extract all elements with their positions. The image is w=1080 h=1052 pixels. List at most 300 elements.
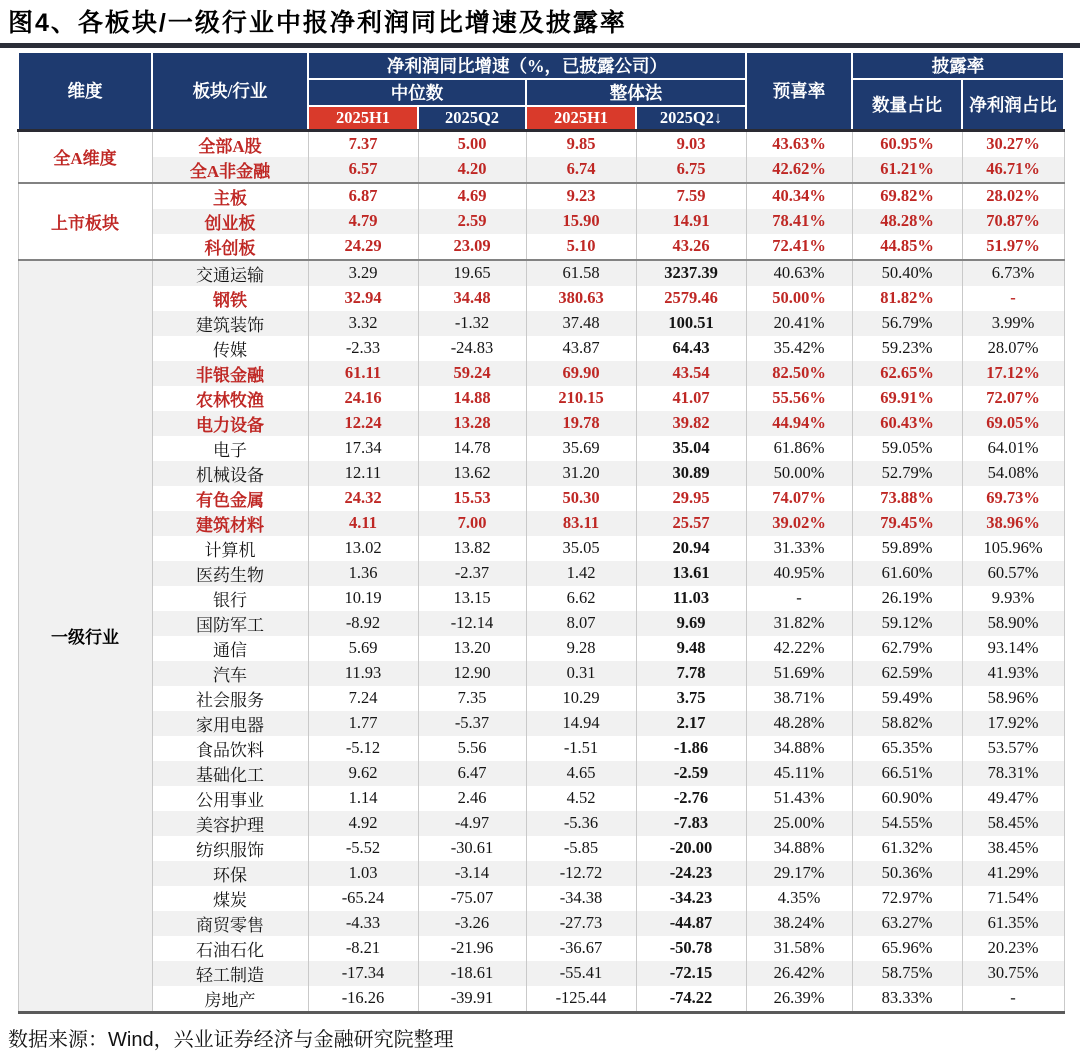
median-2025q2: 59.24 <box>418 361 526 386</box>
table-row <box>18 461 1064 486</box>
overall-2025h1: -55.41 <box>526 961 636 986</box>
overall-2025h1: 83.11 <box>526 511 636 536</box>
median-2025q2: -75.07 <box>418 886 526 911</box>
median-2025q2: -1.32 <box>418 311 526 336</box>
sector-name: 交通运输 <box>152 260 308 286</box>
disclosure-profit-ratio: 30.27% <box>962 130 1064 157</box>
median-2025q2: 4.20 <box>418 157 526 183</box>
disclosure-count-ratio: 65.35% <box>852 736 962 761</box>
overall-2025q2: 25.57 <box>636 511 746 536</box>
table-body <box>18 130 1064 1012</box>
overall-2025h1: 50.30 <box>526 486 636 511</box>
median-2025h1: 5.69 <box>308 636 418 661</box>
median-2025q2: 14.88 <box>418 386 526 411</box>
median-2025q2: -3.14 <box>418 861 526 886</box>
table-row <box>18 386 1064 411</box>
table-row <box>18 761 1064 786</box>
median-2025q2: -3.26 <box>418 911 526 936</box>
forecast-positive-rate: - <box>746 586 852 611</box>
overall-2025q2: 7.59 <box>636 183 746 209</box>
forecast-positive-rate: 74.07% <box>746 486 852 511</box>
overall-2025q2: -34.23 <box>636 886 746 911</box>
table-row <box>18 636 1064 661</box>
forecast-positive-rate: 31.82% <box>746 611 852 636</box>
forecast-positive-rate: 29.17% <box>746 861 852 886</box>
median-2025h1: -8.21 <box>308 936 418 961</box>
median-2025h1: -2.33 <box>308 336 418 361</box>
disclosure-profit-ratio: 38.96% <box>962 511 1064 536</box>
median-2025h1: 24.16 <box>308 386 418 411</box>
overall-2025q2: -2.76 <box>636 786 746 811</box>
disclosure-count-ratio: 59.12% <box>852 611 962 636</box>
disclosure-profit-ratio: 53.57% <box>962 736 1064 761</box>
overall-2025h1: 35.69 <box>526 436 636 461</box>
forecast-positive-rate: 50.00% <box>746 286 852 311</box>
median-2025q2: 23.09 <box>418 234 526 260</box>
disclosure-count-ratio: 61.32% <box>852 836 962 861</box>
overall-2025h1: 69.90 <box>526 361 636 386</box>
disclosure-count-ratio: 69.91% <box>852 386 962 411</box>
disclosure-count-ratio: 61.21% <box>852 157 962 183</box>
sector-name: 环保 <box>152 861 308 886</box>
overall-2025h1: 9.85 <box>526 130 636 157</box>
title-divider <box>0 43 1080 48</box>
median-2025h1: -5.52 <box>308 836 418 861</box>
table-row <box>18 209 1064 234</box>
table-row <box>18 536 1064 561</box>
disclosure-profit-ratio: 41.93% <box>962 661 1064 686</box>
overall-2025h1: -1.51 <box>526 736 636 761</box>
median-2025h1: 24.32 <box>308 486 418 511</box>
table-row <box>18 811 1064 836</box>
header-growth-group: 净利润同比增速（%，已披露公司） <box>308 52 746 79</box>
median-2025q2: -5.37 <box>418 711 526 736</box>
sector-name: 钢铁 <box>152 286 308 311</box>
disclosure-profit-ratio: 28.07% <box>962 336 1064 361</box>
disclosure-profit-ratio: 46.71% <box>962 157 1064 183</box>
forecast-positive-rate: 82.50% <box>746 361 852 386</box>
sector-name: 商贸零售 <box>152 911 308 936</box>
median-2025q2: -2.37 <box>418 561 526 586</box>
median-2025q2: 13.28 <box>418 411 526 436</box>
sector-name: 银行 <box>152 586 308 611</box>
disclosure-profit-ratio: 49.47% <box>962 786 1064 811</box>
disclosure-profit-ratio: 6.73% <box>962 260 1064 286</box>
median-2025h1: 7.37 <box>308 130 418 157</box>
forecast-positive-rate: 45.11% <box>746 761 852 786</box>
forecast-positive-rate: 26.42% <box>746 961 852 986</box>
forecast-positive-rate: 39.02% <box>746 511 852 536</box>
median-2025q2: 6.47 <box>418 761 526 786</box>
median-2025h1: -16.26 <box>308 986 418 1013</box>
median-2025h1: 1.03 <box>308 861 418 886</box>
overall-2025q2: 6.75 <box>636 157 746 183</box>
overall-2025h1: 10.29 <box>526 686 636 711</box>
table-row <box>18 661 1064 686</box>
disclosure-profit-ratio: 3.99% <box>962 311 1064 336</box>
header-dimension: 维度 <box>18 52 152 130</box>
overall-2025q2: -2.59 <box>636 761 746 786</box>
table-row <box>18 861 1064 886</box>
header-overall-2025q2-sorted: 2025Q2↓ <box>636 106 746 130</box>
header-sector: 板块/行业 <box>152 52 308 130</box>
header-profit-ratio: 净利润占比 <box>962 79 1064 130</box>
header-disclosure-group: 披露率 <box>852 52 1064 79</box>
median-2025q2: 2.59 <box>418 209 526 234</box>
sector-name: 有色金属 <box>152 486 308 511</box>
median-2025h1: 4.11 <box>308 511 418 536</box>
table-row <box>18 561 1064 586</box>
overall-2025q2: 43.26 <box>636 234 746 260</box>
median-2025q2: -18.61 <box>418 961 526 986</box>
median-2025h1: -65.24 <box>308 886 418 911</box>
sector-name: 食品饮料 <box>152 736 308 761</box>
forecast-positive-rate: 61.86% <box>746 436 852 461</box>
overall-2025h1: 210.15 <box>526 386 636 411</box>
forecast-positive-rate: 48.28% <box>746 711 852 736</box>
median-2025q2: 13.15 <box>418 586 526 611</box>
overall-2025h1: 14.94 <box>526 711 636 736</box>
median-2025h1: 1.36 <box>308 561 418 586</box>
median-2025q2: -12.14 <box>418 611 526 636</box>
sector-name: 国防军工 <box>152 611 308 636</box>
sector-name: 公用事业 <box>152 786 308 811</box>
disclosure-count-ratio: 60.43% <box>852 411 962 436</box>
overall-2025h1: 9.23 <box>526 183 636 209</box>
median-2025h1: 13.02 <box>308 536 418 561</box>
disclosure-count-ratio: 62.65% <box>852 361 962 386</box>
sector-name: 房地产 <box>152 986 308 1013</box>
overall-2025q2: 29.95 <box>636 486 746 511</box>
disclosure-count-ratio: 60.95% <box>852 130 962 157</box>
forecast-positive-rate: 51.69% <box>746 661 852 686</box>
sector-name: 轻工制造 <box>152 961 308 986</box>
sector-name: 计算机 <box>152 536 308 561</box>
table-row <box>18 361 1064 386</box>
overall-2025q2: 13.61 <box>636 561 746 586</box>
overall-2025h1: 4.52 <box>526 786 636 811</box>
median-2025q2: 13.20 <box>418 636 526 661</box>
sector-name: 建筑装饰 <box>152 311 308 336</box>
dimension-label: 一级行业 <box>18 260 152 1013</box>
median-2025h1: 32.94 <box>308 286 418 311</box>
table-row <box>18 511 1064 536</box>
table-row <box>18 961 1064 986</box>
overall-2025q2: 30.89 <box>636 461 746 486</box>
forecast-positive-rate: 34.88% <box>746 736 852 761</box>
median-2025q2: 5.00 <box>418 130 526 157</box>
overall-2025h1: 6.62 <box>526 586 636 611</box>
table-row <box>18 157 1064 183</box>
disclosure-profit-ratio: 58.96% <box>962 686 1064 711</box>
table-row <box>18 183 1064 209</box>
median-2025h1: 7.24 <box>308 686 418 711</box>
forecast-positive-rate: 26.39% <box>746 986 852 1013</box>
disclosure-profit-ratio: 69.73% <box>962 486 1064 511</box>
disclosure-count-ratio: 72.97% <box>852 886 962 911</box>
disclosure-profit-ratio: 105.96% <box>962 536 1064 561</box>
sector-name: 建筑材料 <box>152 511 308 536</box>
disclosure-profit-ratio: 64.01% <box>962 436 1064 461</box>
table-row <box>18 611 1064 636</box>
sector-name: 电力设备 <box>152 411 308 436</box>
disclosure-profit-ratio: 71.54% <box>962 886 1064 911</box>
disclosure-profit-ratio: 61.35% <box>962 911 1064 936</box>
overall-2025q2: 14.91 <box>636 209 746 234</box>
disclosure-count-ratio: 79.45% <box>852 511 962 536</box>
header-count-ratio: 数量占比 <box>852 79 962 130</box>
median-2025h1: 6.57 <box>308 157 418 183</box>
forecast-positive-rate: 25.00% <box>746 811 852 836</box>
disclosure-count-ratio: 62.59% <box>852 661 962 686</box>
overall-2025h1: -5.85 <box>526 836 636 861</box>
table-row <box>18 911 1064 936</box>
header-median-2025q2: 2025Q2 <box>418 106 526 130</box>
median-2025q2: -21.96 <box>418 936 526 961</box>
overall-2025q2: 11.03 <box>636 586 746 611</box>
data-table <box>17 51 1065 1014</box>
median-2025q2: 13.62 <box>418 461 526 486</box>
table-row <box>18 486 1064 511</box>
median-2025h1: 1.77 <box>308 711 418 736</box>
overall-2025q2: -44.87 <box>636 911 746 936</box>
sector-name: 家用电器 <box>152 711 308 736</box>
disclosure-profit-ratio: 20.23% <box>962 936 1064 961</box>
median-2025h1: -4.33 <box>308 911 418 936</box>
disclosure-profit-ratio: 54.08% <box>962 461 1064 486</box>
disclosure-count-ratio: 62.79% <box>852 636 962 661</box>
median-2025h1: 11.93 <box>308 661 418 686</box>
overall-2025q2: 64.43 <box>636 336 746 361</box>
forecast-positive-rate: 72.41% <box>746 234 852 260</box>
header-overall-2025h1: 2025H1 <box>526 106 636 130</box>
overall-2025q2: -7.83 <box>636 811 746 836</box>
forecast-positive-rate: 50.00% <box>746 461 852 486</box>
overall-2025h1: 8.07 <box>526 611 636 636</box>
disclosure-profit-ratio: 9.93% <box>962 586 1064 611</box>
forecast-positive-rate: 31.58% <box>746 936 852 961</box>
median-2025h1: -8.92 <box>308 611 418 636</box>
median-2025h1: 61.11 <box>308 361 418 386</box>
overall-2025q2: 9.69 <box>636 611 746 636</box>
disclosure-count-ratio: 44.85% <box>852 234 962 260</box>
forecast-positive-rate: 38.71% <box>746 686 852 711</box>
forecast-positive-rate: 35.42% <box>746 336 852 361</box>
overall-2025q2: 9.03 <box>636 130 746 157</box>
disclosure-profit-ratio: 17.92% <box>962 711 1064 736</box>
overall-2025h1: 15.90 <box>526 209 636 234</box>
disclosure-profit-ratio: 78.31% <box>962 761 1064 786</box>
disclosure-profit-ratio: 58.90% <box>962 611 1064 636</box>
median-2025q2: 4.69 <box>418 183 526 209</box>
overall-2025h1: 35.05 <box>526 536 636 561</box>
median-2025q2: 14.78 <box>418 436 526 461</box>
overall-2025q2: 43.54 <box>636 361 746 386</box>
sector-name: 基础化工 <box>152 761 308 786</box>
sector-name: 主板 <box>152 183 308 209</box>
overall-2025q2: 2579.46 <box>636 286 746 311</box>
forecast-positive-rate: 44.94% <box>746 411 852 436</box>
forecast-positive-rate: 40.34% <box>746 183 852 209</box>
disclosure-count-ratio: 59.23% <box>852 336 962 361</box>
overall-2025h1: -12.72 <box>526 861 636 886</box>
table-row <box>18 260 1064 286</box>
median-2025h1: 17.34 <box>308 436 418 461</box>
median-2025q2: 13.82 <box>418 536 526 561</box>
table-row <box>18 336 1064 361</box>
disclosure-profit-ratio: 58.45% <box>962 811 1064 836</box>
sector-name: 汽车 <box>152 661 308 686</box>
disclosure-count-ratio: 48.28% <box>852 209 962 234</box>
disclosure-count-ratio: 58.82% <box>852 711 962 736</box>
overall-2025h1: 5.10 <box>526 234 636 260</box>
disclosure-count-ratio: 58.75% <box>852 961 962 986</box>
dimension-label: 全A维度 <box>18 130 152 183</box>
overall-2025q2: 35.04 <box>636 436 746 461</box>
median-2025q2: 34.48 <box>418 286 526 311</box>
overall-2025h1: -36.67 <box>526 936 636 961</box>
disclosure-count-ratio: 63.27% <box>852 911 962 936</box>
sector-name: 美容护理 <box>152 811 308 836</box>
disclosure-profit-ratio: 72.07% <box>962 386 1064 411</box>
overall-2025h1: 380.63 <box>526 286 636 311</box>
disclosure-profit-ratio: 93.14% <box>962 636 1064 661</box>
data-source-note: 数据来源：Wind，兴业证券经济与金融研究院整理 <box>8 1028 454 1051</box>
overall-2025q2: -72.15 <box>636 961 746 986</box>
table-row <box>18 836 1064 861</box>
disclosure-count-ratio: 56.79% <box>852 311 962 336</box>
disclosure-profit-ratio: 51.97% <box>962 234 1064 260</box>
forecast-positive-rate: 40.95% <box>746 561 852 586</box>
overall-2025q2: -74.22 <box>636 986 746 1013</box>
median-2025h1: 6.87 <box>308 183 418 209</box>
sector-name: 传媒 <box>152 336 308 361</box>
disclosure-profit-ratio: 69.05% <box>962 411 1064 436</box>
sector-name: 石油石化 <box>152 936 308 961</box>
disclosure-profit-ratio: 38.45% <box>962 836 1064 861</box>
overall-2025q2: 41.07 <box>636 386 746 411</box>
disclosure-count-ratio: 66.51% <box>852 761 962 786</box>
overall-2025q2: 3.75 <box>636 686 746 711</box>
overall-2025h1: 19.78 <box>526 411 636 436</box>
forecast-positive-rate: 51.43% <box>746 786 852 811</box>
median-2025q2: 2.46 <box>418 786 526 811</box>
sector-name: 电子 <box>152 436 308 461</box>
disclosure-count-ratio: 26.19% <box>852 586 962 611</box>
median-2025h1: -17.34 <box>308 961 418 986</box>
overall-2025q2: -20.00 <box>636 836 746 861</box>
disclosure-count-ratio: 73.88% <box>852 486 962 511</box>
disclosure-profit-ratio: 17.12% <box>962 361 1064 386</box>
sector-name: 纺织服饰 <box>152 836 308 861</box>
forecast-positive-rate: 55.56% <box>746 386 852 411</box>
overall-2025q2: -50.78 <box>636 936 746 961</box>
median-2025q2: -30.61 <box>418 836 526 861</box>
median-2025h1: 9.62 <box>308 761 418 786</box>
median-2025q2: 15.53 <box>418 486 526 511</box>
median-2025h1: 4.92 <box>308 811 418 836</box>
disclosure-profit-ratio: 28.02% <box>962 183 1064 209</box>
median-2025h1: 4.79 <box>308 209 418 234</box>
overall-2025q2: 20.94 <box>636 536 746 561</box>
overall-2025h1: -27.73 <box>526 911 636 936</box>
forecast-positive-rate: 34.88% <box>746 836 852 861</box>
disclosure-count-ratio: 54.55% <box>852 811 962 836</box>
overall-2025q2: 7.78 <box>636 661 746 686</box>
disclosure-profit-ratio: 70.87% <box>962 209 1064 234</box>
disclosure-count-ratio: 52.79% <box>852 461 962 486</box>
disclosure-count-ratio: 50.40% <box>852 260 962 286</box>
median-2025h1: 3.32 <box>308 311 418 336</box>
disclosure-profit-ratio: 60.57% <box>962 561 1064 586</box>
table-row <box>18 286 1064 311</box>
header-median: 中位数 <box>308 79 526 106</box>
disclosure-count-ratio: 83.33% <box>852 986 962 1013</box>
disclosure-profit-ratio: 30.75% <box>962 961 1064 986</box>
overall-2025h1: 1.42 <box>526 561 636 586</box>
overall-2025h1: 6.74 <box>526 157 636 183</box>
median-2025q2: 7.35 <box>418 686 526 711</box>
overall-2025h1: -125.44 <box>526 986 636 1013</box>
table-row <box>18 586 1064 611</box>
table-row <box>18 686 1064 711</box>
sector-name: 通信 <box>152 636 308 661</box>
median-2025h1: -5.12 <box>308 736 418 761</box>
median-2025q2: 7.00 <box>418 511 526 536</box>
median-2025q2: -24.83 <box>418 336 526 361</box>
header-median-2025h1: 2025H1 <box>308 106 418 130</box>
overall-2025q2: -24.23 <box>636 861 746 886</box>
disclosure-count-ratio: 60.90% <box>852 786 962 811</box>
sector-name: 非银金融 <box>152 361 308 386</box>
forecast-positive-rate: 40.63% <box>746 260 852 286</box>
overall-2025q2: 9.48 <box>636 636 746 661</box>
overall-2025h1: -34.38 <box>526 886 636 911</box>
overall-2025h1: 43.87 <box>526 336 636 361</box>
disclosure-count-ratio: 81.82% <box>852 286 962 311</box>
forecast-positive-rate: 38.24% <box>746 911 852 936</box>
header-forecast-rate: 预喜率 <box>746 52 852 130</box>
table-header <box>18 52 1064 130</box>
sector-name: 社会服务 <box>152 686 308 711</box>
disclosure-count-ratio: 50.36% <box>852 861 962 886</box>
forecast-positive-rate: 42.22% <box>746 636 852 661</box>
sector-name: 科创板 <box>152 234 308 260</box>
sector-name: 全部A股 <box>152 130 308 157</box>
table-row <box>18 130 1064 157</box>
table-row <box>18 936 1064 961</box>
median-2025q2: 19.65 <box>418 260 526 286</box>
median-2025h1: 3.29 <box>308 260 418 286</box>
median-2025q2: 12.90 <box>418 661 526 686</box>
median-2025h1: 10.19 <box>308 586 418 611</box>
forecast-positive-rate: 31.33% <box>746 536 852 561</box>
overall-2025q2: 2.17 <box>636 711 746 736</box>
sector-name: 煤炭 <box>152 886 308 911</box>
overall-2025q2: 39.82 <box>636 411 746 436</box>
median-2025h1: 1.14 <box>308 786 418 811</box>
disclosure-count-ratio: 69.82% <box>852 183 962 209</box>
median-2025h1: 12.11 <box>308 461 418 486</box>
median-2025h1: 24.29 <box>308 234 418 260</box>
median-2025q2: 5.56 <box>418 736 526 761</box>
sector-name: 机械设备 <box>152 461 308 486</box>
figure-title: 图4、各板块/一级行业中报净利润同比增速及披露率 <box>8 9 627 37</box>
table-row <box>18 311 1064 336</box>
overall-2025h1: -5.36 <box>526 811 636 836</box>
disclosure-count-ratio: 59.49% <box>852 686 962 711</box>
disclosure-profit-ratio: 41.29% <box>962 861 1064 886</box>
